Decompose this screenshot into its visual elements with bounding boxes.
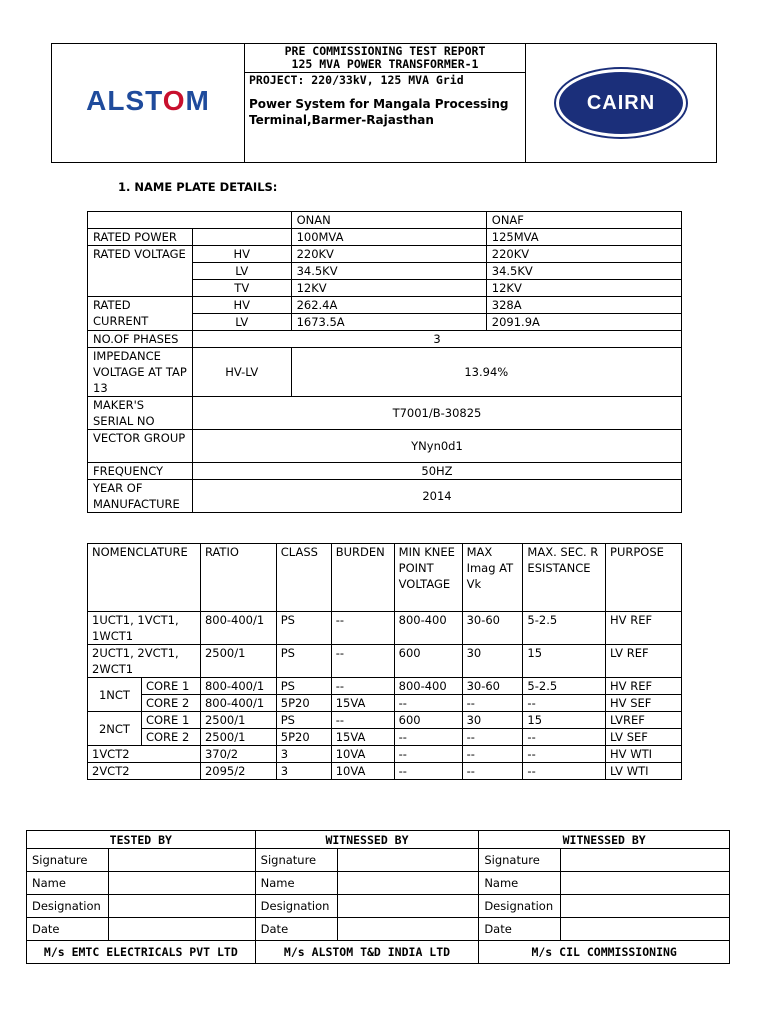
- sub-label: TV: [192, 280, 291, 297]
- system-line-1: Power System for Mangala Processing: [249, 97, 509, 111]
- table-cell: 1UCT1, 1VCT1, 1WCT1: [88, 612, 201, 645]
- table-cell: 2091.9A: [486, 314, 681, 331]
- signature-field[interactable]: [561, 849, 730, 872]
- column-header: MAX Imag AT Vk: [462, 544, 523, 612]
- table-row: [27, 872, 730, 895]
- row-label: RATED POWER: [88, 229, 193, 246]
- column-header-onan: ONAN: [291, 212, 486, 229]
- column-header: MIN KNEE POINT VOLTAGE: [394, 544, 462, 612]
- tested-by-header: TESTED BY: [27, 831, 256, 849]
- signoff-table: [26, 830, 730, 964]
- table-row: [27, 941, 730, 964]
- table-row: [88, 246, 682, 263]
- table-cell: --: [523, 746, 606, 763]
- table-cell: PS: [276, 645, 331, 678]
- designation-field[interactable]: [561, 895, 730, 918]
- table-cell: T7001/B-30825: [192, 397, 681, 430]
- row-label: NO.OF PHASES: [88, 331, 193, 348]
- table-cell: 12KV: [486, 280, 681, 297]
- table-cell: 2500/1: [200, 645, 276, 678]
- table-cell: LV WTI: [606, 763, 682, 780]
- table-cell: CORE 2: [141, 695, 200, 712]
- name-field[interactable]: [337, 872, 479, 895]
- date-field[interactable]: [337, 918, 479, 941]
- table-cell: 3: [276, 746, 331, 763]
- table-cell: 600: [394, 645, 462, 678]
- table-cell: --: [394, 763, 462, 780]
- name-field[interactable]: [108, 872, 255, 895]
- table-cell: 370/2: [200, 746, 276, 763]
- signature-field[interactable]: [337, 849, 479, 872]
- sub-label: HV: [192, 297, 291, 314]
- table-cell: 2500/1: [200, 729, 276, 746]
- row-label: FREQUENCY: [88, 463, 193, 480]
- table-cell: HV WTI: [606, 746, 682, 763]
- table-cell: 15: [523, 645, 606, 678]
- table-cell: 800-400/1: [200, 612, 276, 645]
- report-header: [51, 43, 717, 163]
- alstom-logo: ALSTOM: [86, 84, 210, 116]
- table-row: [88, 463, 682, 480]
- sub-label: LV: [192, 263, 291, 280]
- table-cell: 2NCT: [88, 712, 142, 746]
- system-line-2: Terminal,Barmer-Rajasthan: [249, 113, 434, 127]
- designation-field[interactable]: [337, 895, 479, 918]
- table-row: [88, 331, 682, 348]
- ct-details-table: [87, 543, 682, 780]
- project-line: PROJECT: 220/33kV, 125 MVA Grid: [249, 73, 464, 87]
- date-field[interactable]: [561, 918, 730, 941]
- table-cell: HV SEF: [606, 695, 682, 712]
- column-header-onaf: ONAF: [486, 212, 681, 229]
- table-cell: 50HZ: [192, 463, 681, 480]
- table-cell: 1VCT2: [88, 746, 201, 763]
- date-field[interactable]: [108, 918, 255, 941]
- table-cell: --: [523, 729, 606, 746]
- table-cell: 2500/1: [200, 712, 276, 729]
- table-cell: 10VA: [331, 746, 394, 763]
- table-cell: PS: [276, 712, 331, 729]
- name-label: Name: [479, 872, 561, 895]
- sub-label: HV: [192, 246, 291, 263]
- table-cell: 10VA: [331, 763, 394, 780]
- column-header: NOMENCLATURE: [88, 544, 201, 612]
- table-cell: --: [462, 746, 523, 763]
- table-cell: 2VCT2: [88, 763, 201, 780]
- table-row: [88, 297, 682, 314]
- table-cell: 30: [462, 712, 523, 729]
- column-header: RATIO: [200, 544, 276, 612]
- signature-label: Signature: [27, 849, 109, 872]
- table-row: [88, 212, 682, 229]
- company-name: M/s EMTC ELECTRICALS PVT LTD: [27, 941, 256, 964]
- table-cell: LVREF: [606, 712, 682, 729]
- table-cell: 5P20: [276, 729, 331, 746]
- sub-label: HV-LV: [192, 348, 291, 397]
- table-cell: 100MVA: [291, 229, 486, 246]
- table-cell: --: [394, 729, 462, 746]
- table-row: [27, 849, 730, 872]
- table-cell: --: [462, 763, 523, 780]
- table-row: [88, 763, 682, 780]
- table-cell: 12KV: [291, 280, 486, 297]
- date-label: Date: [479, 918, 561, 941]
- table-cell: 2UCT1, 2VCT1, 2WCT1: [88, 645, 201, 678]
- report-title: [245, 44, 526, 73]
- witnessed-by-header: WITNESSED BY: [479, 831, 730, 849]
- system-description: [245, 88, 525, 128]
- table-cell: 125MVA: [486, 229, 681, 246]
- table-header-row: [27, 831, 730, 849]
- column-header: PURPOSE: [606, 544, 682, 612]
- table-cell: 3: [192, 331, 681, 348]
- table-row: [88, 480, 682, 513]
- table-row: [27, 895, 730, 918]
- table-cell: CORE 1: [141, 712, 200, 729]
- cairn-logo: CAIRN: [556, 69, 686, 137]
- table-cell: 1NCT: [88, 678, 142, 712]
- designation-field[interactable]: [108, 895, 255, 918]
- project-cell: [245, 73, 526, 163]
- alstom-logo-cell: [52, 44, 245, 163]
- row-label: IMPEDANCE VOLTAGE AT TAP 13: [88, 348, 193, 397]
- table-cell: --: [523, 763, 606, 780]
- cairn-logo-cell: [526, 44, 717, 163]
- table-cell: YNyn0d1: [192, 430, 681, 463]
- table-cell: 30-60: [462, 612, 523, 645]
- table-cell: 1673.5A: [291, 314, 486, 331]
- table-cell: 15: [523, 712, 606, 729]
- signature-field[interactable]: [108, 849, 255, 872]
- sub-label: LV: [192, 314, 291, 331]
- row-label: MAKER'S SERIAL NO: [88, 397, 193, 430]
- witnessed-by-header: WITNESSED BY: [255, 831, 479, 849]
- section-heading-nameplate: 1. NAME PLATE DETAILS:: [118, 180, 278, 194]
- table-header-row: [88, 544, 682, 612]
- date-label: Date: [255, 918, 337, 941]
- nameplate-table: [87, 211, 682, 513]
- table-cell: 800-400/1: [200, 678, 276, 695]
- table-row: [88, 678, 682, 695]
- table-cell: HV REF: [606, 612, 682, 645]
- table-row: [88, 645, 682, 678]
- row-label: YEAR OF MANUFACTURE: [88, 480, 193, 513]
- table-cell: 30: [462, 645, 523, 678]
- table-cell: CORE 1: [141, 678, 200, 695]
- column-header: BURDEN: [331, 544, 394, 612]
- table-row: [88, 430, 682, 463]
- designation-label: Designation: [255, 895, 337, 918]
- company-name: M/s CIL COMMISSIONING: [479, 941, 730, 964]
- table-cell: 3: [276, 763, 331, 780]
- date-label: Date: [27, 918, 109, 941]
- table-row: [88, 348, 682, 397]
- table-cell: CORE 2: [141, 729, 200, 746]
- table-cell: --: [462, 729, 523, 746]
- table-cell: HV REF: [606, 678, 682, 695]
- designation-label: Designation: [27, 895, 109, 918]
- table-row: [88, 695, 682, 712]
- table-cell: 220KV: [486, 246, 681, 263]
- table-cell: 15VA: [331, 729, 394, 746]
- table-row: [88, 712, 682, 729]
- company-name: M/s ALSTOM T&D INDIA LTD: [255, 941, 479, 964]
- table-cell: 13.94%: [291, 348, 681, 397]
- table-cell: 30-60: [462, 678, 523, 695]
- name-field[interactable]: [561, 872, 730, 895]
- table-cell: 15VA: [331, 695, 394, 712]
- table-row: [88, 612, 682, 645]
- table-cell: 328A: [486, 297, 681, 314]
- table-cell: 220KV: [291, 246, 486, 263]
- table-cell: 34.5KV: [486, 263, 681, 280]
- name-label: Name: [27, 872, 109, 895]
- table-cell: --: [394, 746, 462, 763]
- table-cell: 5P20: [276, 695, 331, 712]
- table-cell: LV REF: [606, 645, 682, 678]
- table-cell: 34.5KV: [291, 263, 486, 280]
- table-cell: --: [331, 678, 394, 695]
- table-cell: 262.4A: [291, 297, 486, 314]
- table-row: [88, 229, 682, 246]
- signature-label: Signature: [255, 849, 337, 872]
- table-cell: 800-400: [394, 678, 462, 695]
- table-cell: 600: [394, 712, 462, 729]
- table-cell: 800-400: [394, 612, 462, 645]
- table-row: [88, 746, 682, 763]
- table-cell: PS: [276, 678, 331, 695]
- title-line-1: PRE COMMISSIONING TEST REPORT: [284, 44, 486, 58]
- table-cell: PS: [276, 612, 331, 645]
- title-line-2: 125 MVA POWER TRANSFORMER-1: [291, 57, 479, 71]
- table-cell: --: [331, 712, 394, 729]
- table-row: [88, 729, 682, 746]
- row-label: RATED CURRENT: [88, 297, 193, 331]
- signature-label: Signature: [479, 849, 561, 872]
- table-row: [27, 918, 730, 941]
- row-label: VECTOR GROUP: [88, 430, 193, 463]
- name-label: Name: [255, 872, 337, 895]
- table-cell: 5-2.5: [523, 678, 606, 695]
- table-cell: 800-400/1: [200, 695, 276, 712]
- table-cell: 2014: [192, 480, 681, 513]
- designation-label: Designation: [479, 895, 561, 918]
- table-cell: --: [462, 695, 523, 712]
- table-cell: --: [394, 695, 462, 712]
- row-label: RATED VOLTAGE: [88, 246, 193, 297]
- table-cell: --: [523, 695, 606, 712]
- table-cell: --: [331, 645, 394, 678]
- table-cell: LV SEF: [606, 729, 682, 746]
- table-cell: 2095/2: [200, 763, 276, 780]
- column-header: CLASS: [276, 544, 331, 612]
- table-row: [88, 397, 682, 430]
- table-cell: --: [331, 612, 394, 645]
- column-header: MAX. SEC. RESISTANCE: [523, 544, 606, 612]
- table-cell: 5-2.5: [523, 612, 606, 645]
